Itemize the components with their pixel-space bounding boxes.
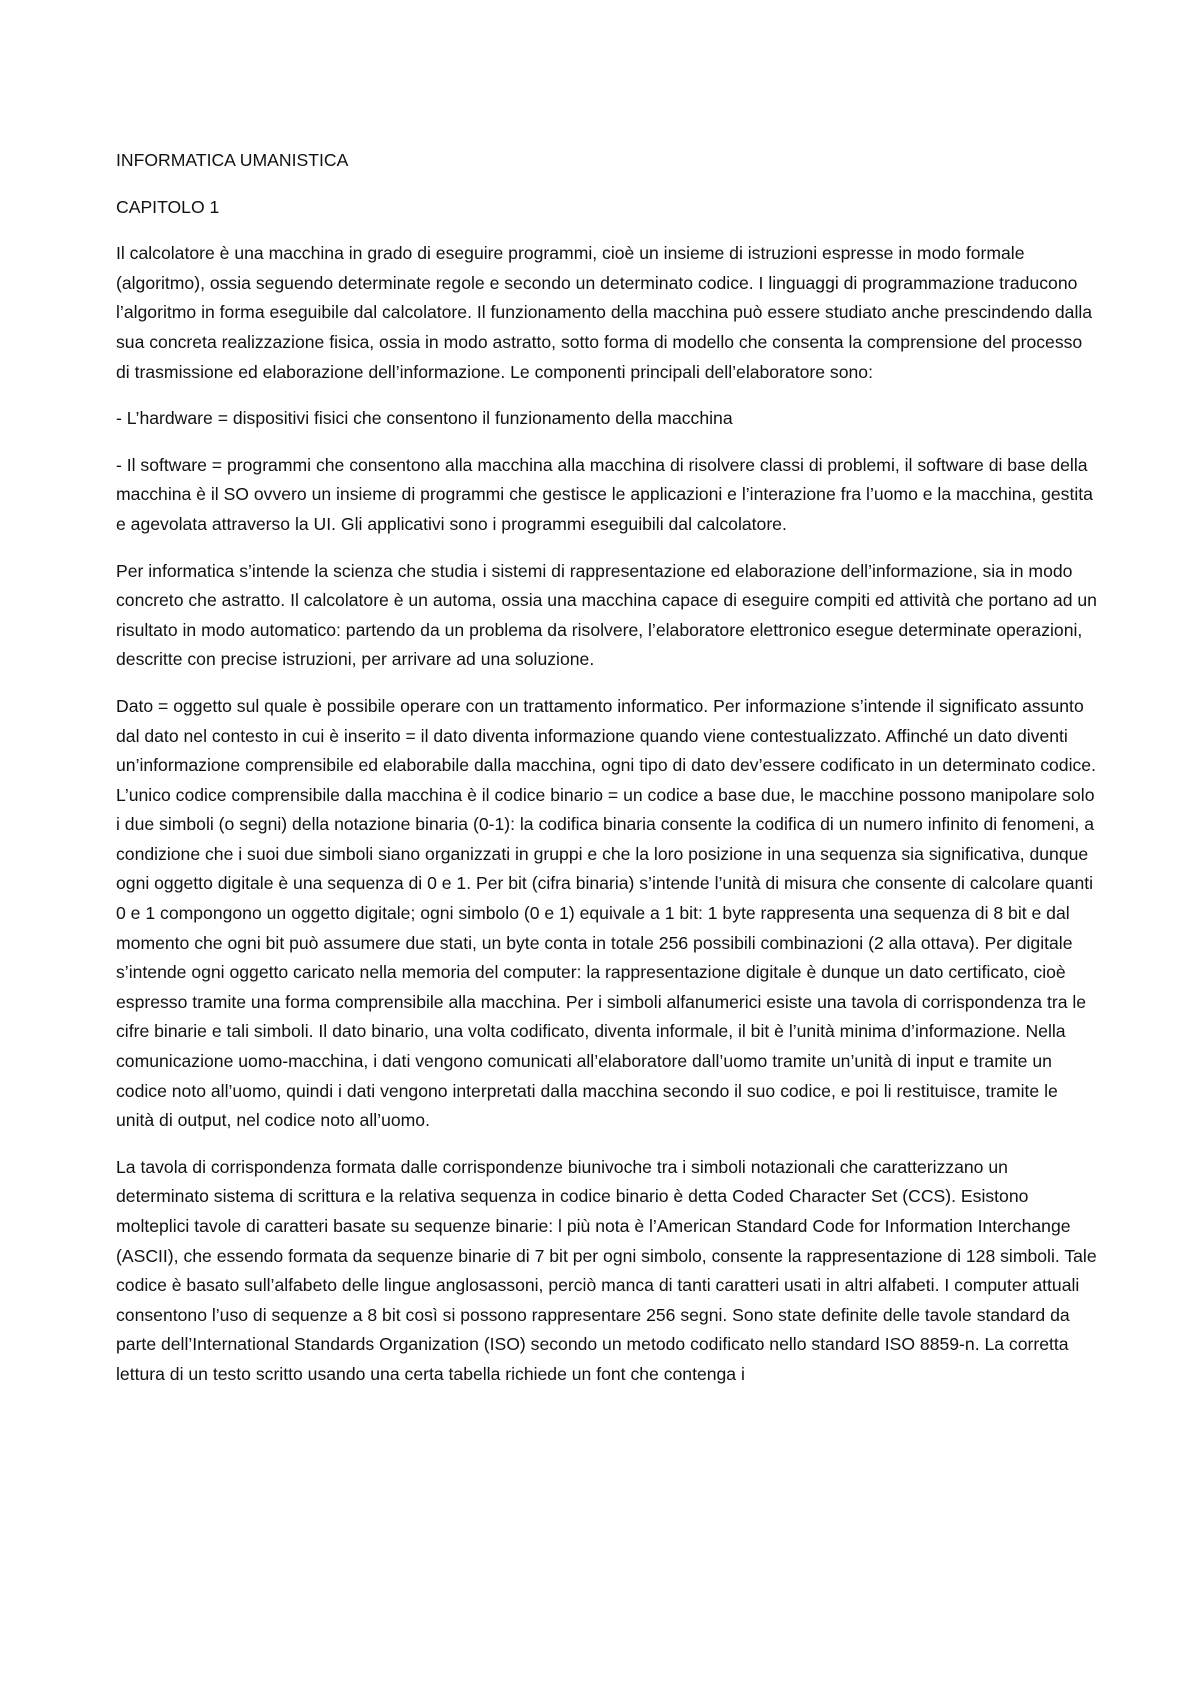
paragraph-intro: Il calcolatore è una macchina in grado di eseguire programmi, cioè un insieme di istruzioni espresse in modo formale (algoritmo), ossia seguendo determinate regole e secondo un determinato codice. I linguaggi di programmazione traducono l’algoritmo in forma eseguibile dal calcolatore. Il funzionamento della macchina può essere studiato anche prescindendo dalla sua concreta realizzazione fisica, ossia in modo astratto, sotto forma di modello che consenta la comprensione del processo di trasmissione ed elaborazione dell’informazione. Le componenti principali dell’elaboratore sono: xyxy=(116,243,1093,382)
document-title: INFORMATICA UMANISTICA xyxy=(116,150,349,170)
paragraph-dato: Dato = oggetto sul quale è possibile operare con un trattamento informatico. Per informazione s’intende il significato assunto dal dato nel contesto in cui è inserito = il dato diventa informazione quando viene contestualizzato. Affinché un dato diventi un’informazione comprensibile ed elaborabile dalla macchina, ogni tipo di dato dev’essere codificato in un determinato codice. L’unico codice comprensibile dalla macchina è il codice binario = un codice a base due, le macchine possono manipolare solo i due simboli (o segni) della notazione binaria (0-1): la codifica binaria consente la codifica di un numero infinito di fenomeni, a condizione che i suoi due simboli siano organizzati in gruppi e che la loro posizione in una sequenza sia significativa, dunque ogni oggetto digitale è una sequenza di 0 e 1. Per bit (cifra binaria) s’intende l’unità di misura che consente di calcolare quanti 0 e 1 compongono un oggetto digitale; ogni simbolo (0 e 1) equivale a 1 bit: 1 byte rappresenta una sequenza di 8 bit e dal momento che ogni bit può assumere due stati, un byte conta in totale 256 possibili combinazioni (2 alla ottava). Per digitale s’intende ogni oggetto caricato nella memoria del computer: la rappresentazione digitale è dunque un dato certificato, cioè espresso tramite una forma comprensibile alla macchina. Per i simboli alfanumerici esiste una tavola di corrispondenza tra le cifre binarie e tali simboli. Il dato binario, una volta codificato, diventa informale, il bit è l’unità minima d’informazione. Nella comunicazione uomo-macchina, i dati vengono comunicati all’elaboratore dall’uomo tramite un’unità di input e tramite un codice noto all’uomo, quindi i dati vengono interpretati dalla macchina secondo il suo codice, e poi li restituisce, tramite le unità di output, nel codice noto all’uomo. xyxy=(116,695,1096,1131)
document-body xyxy=(116,146,1099,1407)
list-item-software: - Il software = programmi che consentono alla macchina alla macchina di risolvere classi di problemi, il software di base della macchina è il SO ovvero un insieme di programmi che gestisce le applicazioni e l’interazione fra l’uomo e la macchina, gestita e agevolata attraverso la UI. Gli applicativi sono i programmi eseguibili dal calcolatore. xyxy=(116,454,1093,534)
chapter-heading: CAPITOLO 1 xyxy=(116,196,220,217)
paragraph-tavola: La tavola di corrispondenza formata dalle corrispondenze biunivoche tra i simboli notazionali che caratterizzano un determinato sistema di scrittura e la relativa sequenza in codice binario è detta Coded Character Set (CCS). Esistono molteplici tavole di caratteri basate su sequenze binarie: l più nota è l’American Standard Code for Information Interchange (ASCII), che essendo formata da sequenze binarie di 7 bit per ogni simbolo, consente la rappresentazione di 128 simboli. Tale codice è basato sull’alfabeto delle lingue anglosassoni, perciò manca di tanti caratteri usati in altri alfabeti. I computer attuali consentono l’uso di sequenze a 8 bit così si possono rappresentare 256 segni. Sono state definite delle tavole standard da parte dell’International Standards Organization (ISO) secondo un metodo codificato nello standard ISO 8859-n. La corretta lettura di un testo scritto usando una certa tabella richiede un font che contenga i xyxy=(116,1156,1097,1384)
list-item-hardware: - L’hardware = dispositivi fisici che consentono il funzionamento della macchina xyxy=(116,408,733,429)
paragraph-informatica: Per informatica s’intende la scienza che studia i sistemi di rappresentazione ed elaborazione dell’informazione, sia in modo concreto che astratto. Il calcolatore è un automa, ossia una macchina capace di eseguire compiti ed attività che portano ad un risultato in modo automatico: partendo da un problema da risolvere, l’elaboratore elettronico esegue determinate operazioni, descritte con precise istruzioni, per arrivare ad una soluzione. xyxy=(116,560,1097,670)
